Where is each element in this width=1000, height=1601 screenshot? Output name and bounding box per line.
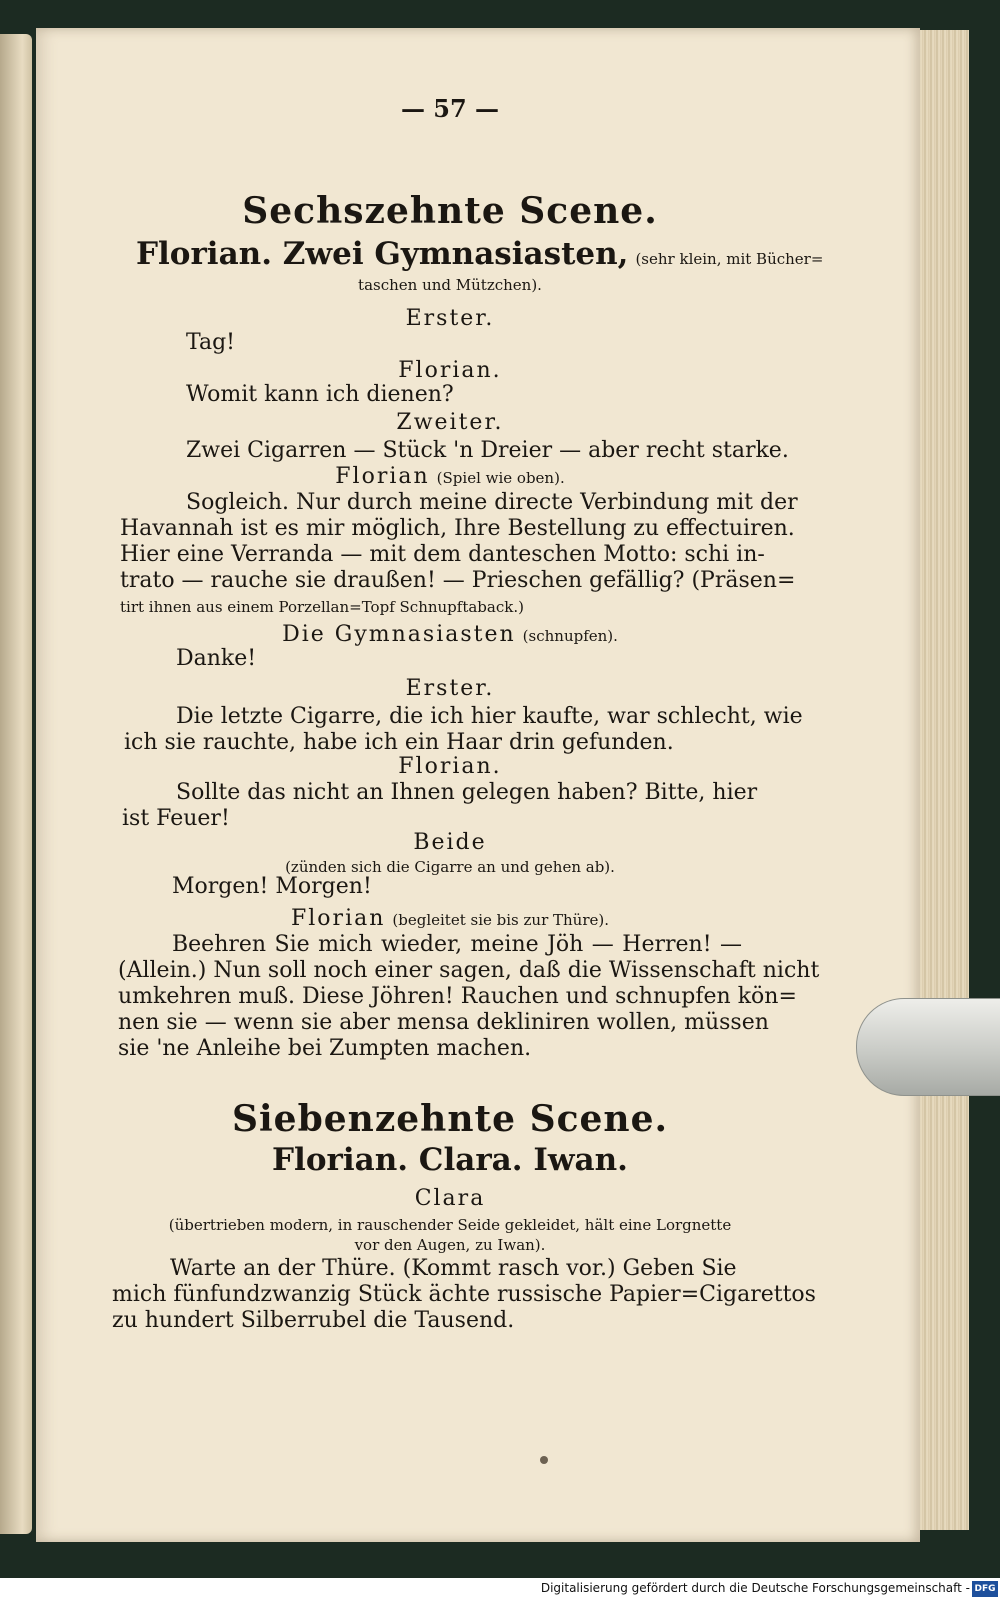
dialogue-line: Danke! xyxy=(176,646,257,671)
footer-bar xyxy=(0,1578,1000,1601)
dialogue-line: umkehren muß. Diese Jöhren! Rauchen und schnupfen kön= xyxy=(118,984,797,1009)
speaker-with-direction xyxy=(100,464,800,491)
scene-16-cast-note-1: (sehr klein, mit Bücher= xyxy=(635,250,824,268)
dialogue-line: Hier eine Verranda — mit dem danteschen Motto: schi in- xyxy=(120,542,765,567)
dialogue-line: Sogleich. Nur durch meine directe Verbindung mit der xyxy=(186,490,798,515)
speaker-label: Beide xyxy=(413,830,487,855)
dialogue-line: Havannah ist es mir möglich, Ihre Bestellung zu effectuiren. xyxy=(120,516,795,541)
speaker-label: Florian. xyxy=(398,754,502,779)
ornament-dot xyxy=(540,1456,548,1464)
speaker-label: Die Gymnasiasten xyxy=(282,622,516,647)
dialogue-line: Warte an der Thüre. (Kommt rasch vor.) Geben Sie xyxy=(170,1256,737,1281)
dfg-logo-icon: DFG xyxy=(972,1581,998,1597)
scene-17-cast: Florian. Clara. Iwan. xyxy=(272,1142,628,1178)
scene-16-cast-names: Florian. Zwei Gymnasiasten, xyxy=(136,236,629,272)
dialogue-line: sie 'ne Anleihe bei Zumpten machen. xyxy=(118,1036,532,1061)
dialogue-line: ist Feuer! xyxy=(122,806,230,831)
page-stack-edge xyxy=(916,30,969,1530)
dialogue-line: Morgen! Morgen! xyxy=(172,874,372,899)
speaker-with-direction xyxy=(100,906,800,933)
speaker-label: Erster. xyxy=(405,306,495,331)
dialogue-line: zu hundert Silberrubel die Tausend. xyxy=(112,1308,515,1333)
speaker-label: Erster. xyxy=(405,676,495,701)
stage-direction: (zünden sich die Cigarre an und gehen ab). xyxy=(285,858,615,876)
dialogue-line: Die letzte Cigarre, die ich hier kaufte, war schlecht, wie xyxy=(176,704,803,729)
dialogue-line: ich sie rauchte, habe ich ein Haar drin gefunden. xyxy=(124,730,674,755)
left-page-edge xyxy=(0,34,32,1534)
speaker-label: Zweiter. xyxy=(396,410,504,435)
stage-direction: vor den Augen, zu Iwan). xyxy=(354,1236,546,1254)
stage-direction: (Spiel wie oben). xyxy=(436,469,565,487)
speaker-label: Clara xyxy=(414,1186,486,1211)
dialogue-line: Tag! xyxy=(186,330,236,355)
page-number: — 57 — xyxy=(400,94,500,123)
stage-direction: tirt ihnen aus einem Porzellan=Topf Schnupftaback.) xyxy=(120,598,524,616)
scene-16-cast xyxy=(136,236,823,272)
stage-direction: (begleitet sie bis zur Thüre). xyxy=(392,911,609,929)
stage-direction: (übertrieben modern, in rauschender Seide gekleidet, hält eine Lorgnette xyxy=(168,1216,732,1234)
dialogue-line: trato — rauche sie draußen! — Prieschen gefällig? (Präsen= xyxy=(120,568,796,593)
scanner-thumb xyxy=(856,998,1000,1096)
dialogue-line: nen sie — wenn sie aber mensa dekliniren wollen, müssen xyxy=(118,1010,769,1035)
speaker-label: Florian xyxy=(291,906,386,931)
scene-17-title: Siebenzehnte Scene. xyxy=(231,1098,669,1140)
dialogue-line: mich fünfundzwanzig Stück ächte russische Papier=Cigarettos xyxy=(112,1282,816,1307)
scene-16-cast-note-2: taschen und Mützchen). xyxy=(358,276,542,294)
footer-credit: Digitalisierung gefördert durch die Deutsche Forschungsgemeinschaft - xyxy=(540,1581,970,1595)
dialogue-line: Sollte das nicht an Ihnen gelegen haben? Bitte, hier xyxy=(176,780,758,805)
scene-16-title: Sechszehnte Scene. xyxy=(242,190,658,232)
speaker-label: Florian. xyxy=(398,358,502,383)
speaker-label: Florian xyxy=(335,464,430,489)
stage-direction: (schnupfen). xyxy=(522,627,618,645)
dialogue-line: Zwei Cigarren — Stück 'n Dreier — aber recht starke. xyxy=(186,438,789,463)
dialogue-line: Womit kann ich dienen? xyxy=(186,382,454,407)
dialogue-line: Beehren Sie mich wieder, meine Jöh — Herren! — xyxy=(172,932,742,957)
speaker-with-direction xyxy=(100,622,800,649)
dialogue-line: (Allein.) Nun soll noch einer sagen, daß die Wissenschaft nicht xyxy=(118,958,820,983)
